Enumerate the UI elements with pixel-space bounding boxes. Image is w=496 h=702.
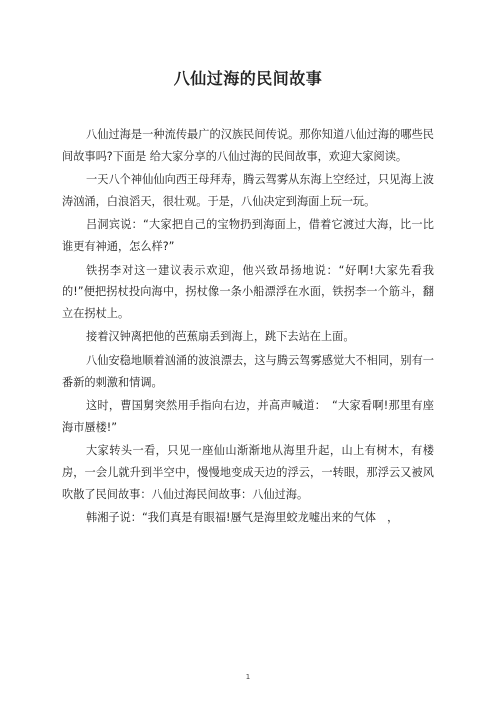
paragraph: 八仙过海是一种流传最广的汉族民间传说。那你知道八仙过海的哪些民间故事吗?下面是 给大家分享的八仙过海的民间故事，欢迎大家阅读。 xyxy=(62,128,434,163)
paragraph: 一天八个神仙仙向西王母拜寿，腾云驾雾从东海上空经过，只见海上波涛汹涌，白浪滔天，很壮观。于是，八仙决定到海面上玩一玩。 xyxy=(62,173,434,208)
paragraph: 大家转头一看，只见一座仙山渐渐地从海里升起，山上有树木，有楼房，一会儿就升到半空中，慢慢地变成天边的浮云，一转眼，那浮云又被风吹散了民间故事：八仙过海民间故事：八仙过海。 xyxy=(62,444,434,501)
page-number: 1 xyxy=(245,673,251,681)
paragraph: 铁拐李对这一建议表示欢迎，他兴致昂扬地说：“好啊!大家先看我的!”便把拐杖投向海中，拐杖像一条小船漂浮在水面，铁拐李一个筋斗，翻立在拐杖上。 xyxy=(62,263,434,320)
paragraph: 这时，曹国舅突然用手指向右边，并高声喊道： “大家看啊!那里有座海市蜃楼!” xyxy=(62,399,434,434)
document-title: 八仙过海的民间故事 xyxy=(173,69,323,88)
paragraph: 吕洞宾说：“大家把自己的宝物扔到海面上，借着它渡过大海，比一比谁更有神通，怎么样?” xyxy=(62,218,434,253)
paragraph: 八仙安稳地顺着汹涌的波浪漂去，这与腾云驾雾感觉大不相同，别有一番新的刺激和情调。 xyxy=(62,353,434,389)
document-body xyxy=(62,124,434,531)
paragraph: 韩湘子说：“我们真是有眼福!蜃气是海里蛟龙嘘出来的气体 ， xyxy=(86,511,399,525)
paragraph: 接着汉钟离把他的芭蕉扇丢到海上，跳下去站在上面。 xyxy=(86,330,355,344)
